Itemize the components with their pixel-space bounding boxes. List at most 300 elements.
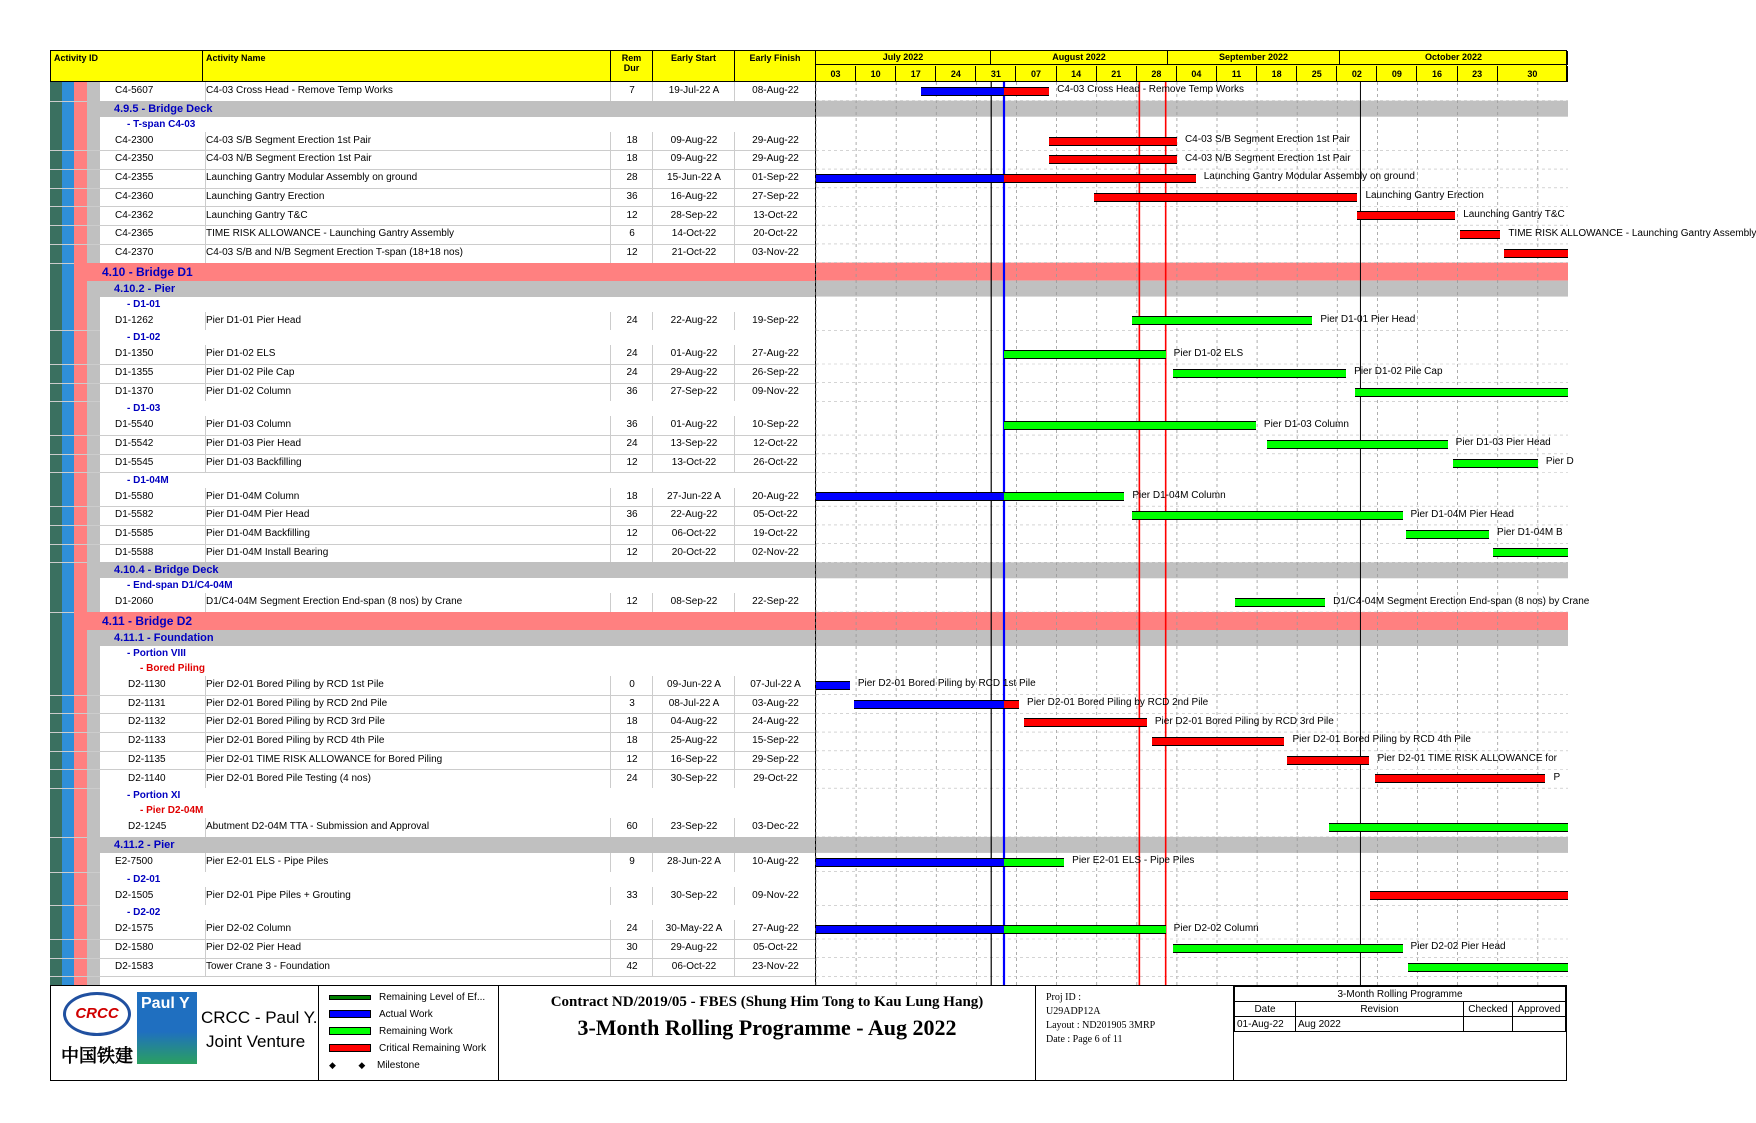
wbs-group-row[interactable]: 4.10 - Bridge D1 [74, 263, 815, 281]
activity-row[interactable] [50, 920, 815, 940]
crcc-logo-text: CRCC [75, 1005, 119, 1022]
early-finish: 29-Sep-22 [734, 751, 816, 770]
activity-row[interactable] [50, 695, 815, 715]
activity-name: Pier D1-04M Pier Head [205, 506, 608, 525]
activity-id: E2-7500 [115, 855, 153, 867]
rem-dur: 24 [610, 364, 653, 383]
activity-name: Pier D2-01 Pipe Piles + Grouting [205, 887, 608, 906]
gantt-bar-green[interactable] [1408, 963, 1568, 972]
activity-id: C4-2365 [115, 228, 154, 240]
table-header [50, 50, 1567, 82]
early-finish: 03-Aug-22 [734, 695, 816, 714]
activity-id: D2-1580 [115, 942, 154, 953]
early-start: 28-Jun-22 A [652, 853, 735, 872]
milestone-diamond-icon: ◆ ◆ [329, 1060, 366, 1070]
early-finish: 02-Nov-22 [734, 544, 816, 563]
early-start: 29-Aug-22 [652, 939, 735, 958]
early-start: 13-Sep-22 [652, 435, 735, 454]
gantt-bar-label: Pier D2-02 Pier Head [1410, 941, 1506, 953]
gantt-bar-label: Pier D1-02 ELS [1173, 347, 1244, 359]
week-header: 24 [936, 66, 976, 82]
gantt-bar-label: TIME RISK ALLOWANCE - Launching Gantry Assembly [1508, 227, 1756, 239]
layout-name: Layout : ND201905 3MRP [1046, 1020, 1156, 1031]
activity-name: TIME RISK ALLOWANCE - Launching Gantry Assembly [205, 225, 608, 244]
gantt-bar-green[interactable] [1004, 350, 1166, 359]
activity-row[interactable] [50, 188, 815, 208]
wbs-group-row[interactable]: - D2-02 [100, 905, 815, 920]
gantt-bar-red[interactable] [1287, 756, 1370, 765]
activity-row[interactable] [50, 416, 815, 436]
rem-dur: 12 [610, 751, 653, 770]
gantt-chart [815, 82, 1756, 1035]
early-finish: 24-Aug-22 [734, 713, 816, 732]
early-finish: 05-Oct-22 [734, 506, 816, 525]
gantt-bar-red[interactable] [1004, 87, 1049, 96]
early-start: 27-Sep-22 [652, 383, 735, 402]
activity-id: D1-1350 [115, 348, 154, 360]
activity-id: D1-5545 [115, 456, 154, 468]
week-header: 21 [1097, 66, 1137, 82]
activity-row[interactable] [50, 244, 815, 264]
early-finish: 15-Sep-22 [734, 732, 816, 751]
rem-dur: 18 [610, 732, 653, 751]
early-finish: 19-Oct-22 [734, 525, 816, 544]
proj-id: U29ADP12A [1046, 1006, 1101, 1017]
legend-item-critical-work [329, 1043, 486, 1054]
legend-label: Critical Remaining Work [379, 1043, 487, 1054]
activity-name: Pier D1-03 Column [205, 416, 608, 435]
wbs-group-row[interactable]: 4.11 - Bridge D2 [74, 612, 815, 630]
actual-work-icon [329, 1010, 371, 1018]
gantt-bar-label: Pier D1-04M Pier Head [1410, 508, 1514, 520]
rem-dur: 36 [610, 506, 653, 525]
gantt-bar-red[interactable] [1049, 137, 1177, 146]
wbs-group-row[interactable]: - End-span D1/C4-04M [100, 578, 815, 593]
early-start: 29-Aug-22 [652, 364, 735, 383]
legend-label: Actual Work [379, 1009, 433, 1020]
activity-row[interactable] [50, 488, 815, 508]
gantt-bar-red[interactable] [1357, 211, 1455, 220]
activity-id: D1-1355 [115, 367, 154, 378]
schedule-sheet [50, 50, 1756, 1100]
gantt-bar-blue[interactable] [816, 858, 1004, 867]
gantt-bar-label: Pier D [1545, 456, 1574, 468]
activity-row[interactable] [50, 593, 815, 613]
gantt-bar-blue[interactable] [816, 681, 850, 690]
activity-name: C4-03 N/B Segment Erection 1st Pair [205, 150, 608, 169]
activity-row[interactable] [50, 364, 815, 384]
revision-block [1234, 986, 1566, 1080]
gantt-bar-label: Launching Gantry Erection [1365, 190, 1484, 202]
week-header: 09 [1377, 66, 1417, 82]
activity-row[interactable] [50, 312, 815, 332]
wbs-band [816, 101, 1568, 117]
rem-dur: 12 [610, 207, 653, 226]
activity-name: Pier D2-01 Bored Piling by RCD 4th Pile [205, 732, 608, 751]
early-finish: 09-Nov-22 [734, 887, 816, 906]
early-finish: 29-Aug-22 [734, 132, 816, 151]
week-header: 07 [1017, 66, 1057, 82]
early-start: 22-Aug-22 [652, 312, 735, 331]
month-header: July 2022 [816, 51, 991, 65]
gantt-bar-green[interactable] [1453, 459, 1538, 468]
early-start: 16-Aug-22 [652, 188, 735, 207]
early-finish: 20-Oct-22 [734, 225, 816, 244]
gantt-bar-red[interactable] [1375, 774, 1546, 783]
activity-row[interactable] [50, 958, 815, 978]
gantt-bar-label: Pier D2-01 Bored Piling by RCD 4th Pile [1292, 734, 1471, 746]
legend-label: Remaining Work [379, 1026, 453, 1037]
rem-dur: 36 [610, 188, 653, 207]
wbs-band [816, 630, 1568, 646]
gantt-bar-blue[interactable] [816, 174, 1004, 183]
rev-header-approved: Approved [1513, 1002, 1566, 1017]
early-start: 01-Aug-22 [652, 345, 735, 364]
gantt-bar-label: D1/C4-04M Segment Erection End-span (8 nos) by Crane [1333, 595, 1590, 607]
gantt-bar-label: Launching Gantry Modular Assembly on ground [1203, 171, 1415, 183]
activity-id: D1-5588 [115, 546, 154, 558]
activity-row[interactable] [50, 732, 815, 752]
activity-id: D1-5540 [115, 419, 154, 431]
company-line1: CRCC - Paul Y. [201, 1008, 318, 1027]
early-start: 27-Jun-22 A [652, 488, 735, 507]
activity-row[interactable] [50, 544, 815, 564]
wbs-band [816, 263, 1568, 281]
rem-dur: 12 [610, 544, 653, 563]
gantt-bar-green[interactable] [1004, 421, 1256, 430]
activity-name: Pier D1-02 Column [205, 383, 608, 402]
wbs-band [816, 562, 1568, 578]
early-start: 16-Sep-22 [652, 751, 735, 770]
gantt-bar-red[interactable] [1004, 700, 1019, 709]
activity-row[interactable] [50, 454, 815, 474]
activity-id: D2-1135 [128, 753, 166, 765]
activity-name: Pier D2-02 Pier Head [205, 939, 608, 958]
activity-name: Pier D2-01 Bored Piling by RCD 3rd Pile [205, 713, 608, 732]
rem-dur: 28 [610, 169, 653, 188]
gantt-bar-label: Launching Gantry T&C [1463, 208, 1565, 220]
gantt-bar-label: Pier D1-03 Pier Head [1455, 437, 1551, 449]
rem-dur: 12 [610, 525, 653, 544]
rev-header-date: Date [1235, 1002, 1296, 1017]
week-header: 11 [1217, 66, 1257, 82]
wbs-group-row[interactable]: - D2-01 [100, 872, 815, 887]
gantt-bar-green[interactable] [1267, 440, 1447, 449]
rev-date: 01-Aug-22 [1235, 1017, 1296, 1032]
rem-dur: 30 [610, 939, 653, 958]
week-header: 30 [1498, 66, 1568, 82]
early-start: 15-Jun-22 A [652, 169, 735, 188]
activity-id: C4-2370 [115, 246, 154, 258]
gantt-bar-label: Pier E2-01 ELS - Pipe Piles [1072, 855, 1195, 867]
early-start: 30-May-22 A [652, 920, 735, 939]
gantt-bar-blue[interactable] [816, 492, 1004, 501]
rev-header-checked: Checked [1464, 1002, 1513, 1017]
legend-item-milestone [329, 1060, 420, 1071]
gantt-bar-label: C4-03 S/B Segment Erection 1st Pair [1184, 134, 1351, 146]
activity-id: D1-1262 [115, 314, 154, 326]
header-rem-dur: Rem Dur [611, 51, 653, 82]
header-activity-id: Activity ID [51, 51, 203, 82]
rem-dur: 18 [610, 132, 653, 151]
gantt-bar-label: Pier D1-02 Pile Cap [1354, 366, 1443, 378]
gantt-bar-red[interactable] [1152, 737, 1284, 746]
activity-row[interactable] [50, 939, 815, 959]
activity-id: D1-5585 [115, 527, 154, 539]
activity-row[interactable] [50, 345, 815, 365]
activity-name: Pier D1-02 Pile Cap [205, 364, 608, 383]
wbs-group-row[interactable]: - Portion XI [100, 788, 815, 803]
gantt-bar-label: Pier D2-02 Column [1173, 922, 1259, 934]
early-finish: 07-Jul-22 A [734, 676, 816, 695]
project-info-block [1036, 986, 1234, 1080]
rem-dur: 18 [610, 713, 653, 732]
date-page: Date : Page 6 of 11 [1046, 1034, 1123, 1045]
activity-id: D2-1245 [128, 821, 167, 833]
legend-label: Milestone [377, 1060, 420, 1071]
early-start: 06-Oct-22 [652, 958, 735, 977]
early-start: 08-Sep-22 [652, 593, 735, 612]
week-header: 23 [1458, 66, 1498, 82]
legend-label: Remaining Level of Ef... [379, 992, 486, 1003]
activity-row[interactable] [50, 713, 815, 733]
activity-name: Pier D1-01 Pier Head [205, 312, 608, 331]
contract-title: Contract ND/2019/05 - FBES (Shung Him Tong to Kau Lung Hang) [550, 994, 984, 1010]
activity-row[interactable] [50, 676, 815, 696]
early-finish: 26-Sep-22 [734, 364, 816, 383]
activity-name: Pier D2-01 Bored Pile Testing (4 nos) [205, 770, 608, 789]
gantt-bar-red[interactable] [1460, 230, 1500, 239]
activity-name: Pier D1-02 ELS [205, 345, 608, 364]
early-start: 13-Oct-22 [652, 454, 735, 473]
wbs-group-row[interactable]: - D1-04M [100, 473, 815, 488]
header-early-start: Early Start [653, 51, 735, 82]
activity-name: Launching Gantry Erection [205, 188, 608, 207]
legend-item-remaining-work [329, 1026, 453, 1037]
proj-id-label: Proj ID : [1046, 992, 1081, 1003]
activity-name: Pier D1-04M Backfilling [205, 525, 608, 544]
header-activity-name: Activity Name [203, 51, 611, 82]
early-finish: 29-Oct-22 [734, 770, 816, 789]
wbs-group-row[interactable]: - D1-01 [100, 297, 815, 312]
wbs-band [816, 612, 1568, 630]
activity-name: Launching Gantry Modular Assembly on ground [205, 169, 608, 188]
rev-approved [1513, 1017, 1566, 1032]
rem-dur: 12 [610, 593, 653, 612]
activity-id: D2-1131 [128, 697, 166, 709]
wbs-group-row[interactable]: - Pier D2-04M [100, 803, 815, 818]
early-finish: 12-Oct-22 [734, 435, 816, 454]
week-header: 04 [1177, 66, 1217, 82]
gantt-bar-blue[interactable] [816, 925, 1004, 934]
activity-row[interactable] [50, 225, 815, 245]
activity-row[interactable] [50, 435, 815, 455]
activity-row[interactable] [50, 751, 815, 771]
early-finish: 27-Aug-22 [734, 920, 816, 939]
early-start: 25-Aug-22 [652, 732, 735, 751]
week-header: 25 [1297, 66, 1337, 82]
gantt-bar-red[interactable] [1094, 193, 1357, 202]
activity-name: C4-03 S/B and N/B Segment Erection T-span (18+18 nos) [205, 244, 608, 263]
activity-name: C4-03 Cross Head - Remove Temp Works [205, 82, 608, 101]
wbs-group-row[interactable]: - D1-03 [100, 401, 815, 416]
gantt-bar-green[interactable] [1493, 548, 1568, 557]
gantt-bar-blue[interactable] [854, 700, 1004, 709]
crcc-chinese-name: 中国铁建 [61, 1046, 133, 1066]
gantt-bar-green[interactable] [1132, 511, 1403, 520]
footer [50, 985, 1567, 1081]
early-start: 22-Aug-22 [652, 506, 735, 525]
activity-row[interactable] [50, 818, 815, 838]
rem-dur: 18 [610, 150, 653, 169]
rem-dur: 36 [610, 416, 653, 435]
gantt-bar-red[interactable] [1504, 249, 1568, 258]
gantt-bar-red[interactable] [1004, 174, 1196, 183]
early-finish: 29-Aug-22 [734, 150, 816, 169]
activity-row[interactable] [50, 383, 815, 403]
wbs-group-row[interactable]: 4.11.1 - Foundation [87, 630, 815, 646]
activity-row[interactable] [50, 506, 815, 526]
gantt-bar-label: Pier D1-04M B [1497, 527, 1563, 539]
activity-id: D1-5582 [115, 509, 154, 521]
gantt-bar-red[interactable] [1370, 891, 1568, 900]
early-start: 09-Aug-22 [652, 132, 735, 151]
critical-work-icon [329, 1044, 371, 1052]
early-finish: 09-Nov-22 [734, 383, 816, 402]
rem-dur: 24 [610, 345, 653, 364]
activity-row[interactable] [50, 132, 815, 152]
rem-dur: 24 [610, 435, 653, 454]
activity-row[interactable] [50, 169, 815, 189]
gantt-bar-green[interactable] [1235, 598, 1325, 607]
gantt-bar-green[interactable] [1406, 530, 1489, 539]
activity-id: D2-1140 [128, 772, 166, 784]
rev-revision: Aug 2022 [1296, 1017, 1464, 1032]
activity-id: C4-2355 [115, 172, 154, 184]
wbs-group-row[interactable]: - T-span C4-03 [100, 117, 815, 132]
early-finish: 03-Nov-22 [734, 244, 816, 263]
header-early-finish: Early Finish [735, 51, 816, 82]
activity-row[interactable] [50, 525, 815, 545]
rem-dur: 33 [610, 887, 653, 906]
remaining-work-icon [329, 1027, 371, 1035]
early-start: 28-Sep-22 [652, 207, 735, 226]
wbs-group-row[interactable]: - Portion VIII [100, 646, 815, 661]
revision-table [1234, 986, 1566, 1032]
gantt-bar-green[interactable] [1004, 492, 1124, 501]
legend-item-level-of-effort [329, 992, 485, 1003]
week-header: 10 [856, 66, 896, 82]
early-finish: 01-Sep-22 [734, 169, 816, 188]
early-start: 30-Sep-22 [652, 770, 735, 789]
rem-dur: 6 [610, 225, 653, 244]
week-header: 18 [1257, 66, 1297, 82]
rev-checked [1464, 1017, 1513, 1032]
legend-block [319, 986, 499, 1080]
activity-id: C4-5607 [115, 85, 154, 96]
early-start: 08-Jul-22 A [652, 695, 735, 714]
gantt-bar-green[interactable] [1004, 925, 1166, 934]
rem-dur: 9 [610, 853, 653, 872]
gantt-bar-green[interactable] [1132, 316, 1312, 325]
gantt-bar-green[interactable] [1329, 823, 1568, 832]
company-line2: Joint Venture [206, 1032, 306, 1051]
activity-row[interactable] [50, 853, 815, 873]
gantt-bar-label: Pier D2-01 TIME RISK ALLOWANCE for [1377, 753, 1557, 765]
early-start: 19-Jul-22 A [652, 82, 735, 101]
early-finish: 23-Nov-22 [734, 958, 816, 977]
gantt-bar-label: Pier D2-01 Bored Piling by RCD 1st Pile [857, 678, 1036, 690]
gantt-bar-label: Pier D1-01 Pier Head [1320, 313, 1416, 325]
gantt-bar-label: Pier D1-03 Column [1263, 418, 1349, 430]
gantt-bar-label: Pier D1-04M Column [1132, 489, 1226, 501]
activity-id: D2-1130 [128, 679, 166, 690]
gantt-bar-blue[interactable] [921, 87, 1004, 96]
activity-row[interactable] [50, 887, 815, 907]
early-start: 09-Aug-22 [652, 150, 735, 169]
gantt-bar-green[interactable] [1173, 369, 1346, 378]
activity-id: C4-2362 [115, 209, 154, 221]
rem-dur: 0 [610, 676, 653, 695]
early-finish: 27-Aug-22 [734, 345, 816, 364]
wbs-group-row[interactable]: 4.9.5 - Bridge Deck [87, 101, 815, 117]
activity-id: D1-5542 [115, 438, 154, 450]
gantt-bar-red[interactable] [1024, 718, 1147, 727]
gantt-bar-label: C4-03 Cross Head - Remove Temp Works [1057, 84, 1245, 96]
activity-id: C4-2350 [115, 153, 154, 165]
activity-name: Pier D2-01 Bored Piling by RCD 2nd Pile [205, 695, 608, 714]
rem-dur: 24 [610, 770, 653, 789]
rem-dur: 24 [610, 920, 653, 939]
activity-id: D1-1370 [115, 385, 154, 397]
early-start: 20-Oct-22 [652, 544, 735, 563]
early-finish: 05-Oct-22 [734, 939, 816, 958]
rem-dur: 36 [610, 383, 653, 402]
activity-row[interactable] [50, 207, 815, 227]
activity-id: D2-1575 [115, 923, 154, 935]
activity-name: C4-03 S/B Segment Erection 1st Pair [205, 132, 608, 151]
rem-dur: 7 [610, 82, 653, 101]
company-block [51, 986, 319, 1080]
gantt-bar-label: P [1553, 771, 1561, 783]
early-finish: 10-Aug-22 [734, 853, 816, 872]
gantt-bar-green[interactable] [1004, 858, 1064, 867]
activity-row[interactable] [50, 770, 815, 790]
wbs-group-row[interactable]: 4.10.4 - Bridge Deck [87, 562, 815, 578]
week-header: 03 [816, 66, 856, 82]
gantt-bar-green[interactable] [1355, 388, 1568, 397]
activity-id: D2-1583 [115, 960, 154, 972]
activity-name: Pier D1-04M Column [205, 488, 608, 507]
early-finish: 10-Sep-22 [734, 416, 816, 435]
title-block [499, 986, 1036, 1080]
early-start: 06-Oct-22 [652, 525, 735, 544]
wbs-group-row[interactable]: 4.11.2 - Pier [87, 837, 815, 853]
week-header: 28 [1137, 66, 1177, 82]
wbs-group-row[interactable]: - Bored Piling [100, 661, 815, 676]
gantt-bar-green[interactable] [1173, 944, 1402, 953]
activity-id: D2-1132 [128, 716, 166, 728]
wbs-band [816, 837, 1568, 853]
wbs-group-row[interactable]: 4.10.2 - Pier [87, 281, 815, 297]
wbs-group-row[interactable]: - D1-02 [100, 330, 815, 345]
activity-row[interactable] [50, 150, 815, 170]
early-start: 01-Aug-22 [652, 416, 735, 435]
activity-name: Tower Crane 3 - Foundation [205, 958, 608, 977]
timescale-weeks [816, 51, 1568, 82]
activity-row[interactable] [50, 82, 815, 102]
gantt-bar-red[interactable] [1049, 155, 1177, 164]
